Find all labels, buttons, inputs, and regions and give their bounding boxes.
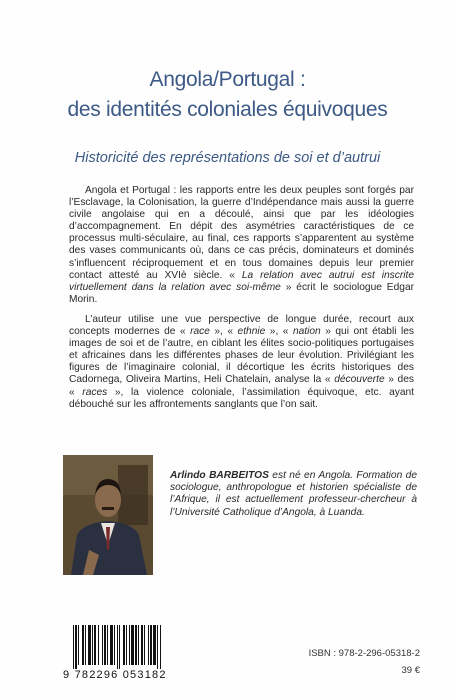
term-ethnie: ethnie	[237, 326, 266, 338]
term-race: race	[190, 326, 210, 338]
summary-text: L’auteur utilise une vue perspective de longue durée, recourt aux concepts modernes de «	[69, 314, 414, 338]
title-line-1: Angola/Portugal :	[149, 68, 306, 91]
book-title	[0, 65, 455, 125]
summary-text: » écrit le sociologue Edgar Morin.	[69, 281, 414, 305]
summary-text: » qui ont établi les images de soi et de l’autre, en ciblant les élites socio-politiques portugaises et africaines dans les différentes phases de leur évolution. Privilégiant les figures de l’imaginaire colonial, il décortique les écrits historiques des Cadornega, Oliveira Martins, Heli Chatelain, analyse la «	[69, 326, 415, 386]
morin-quote: La relation avec autrui est inscrite virtuellement dans la relation avec soi-même	[69, 269, 414, 293]
isbn-text: ISBN : 978-2-296-05318-2	[308, 648, 420, 659]
summary-text: Angola et Portugal : les rapports entre les deux peuples sont forgés par l’Esclavage, la Colonisation, la guerre d’Indépendance mais aussi la guerre civile angolaise qui en a découlé, ainsi que par les idéologies d’accompagnement. En dépit des asymétries caractéristiques de ce processus multi-séculaire, au final, ces rapports s’apparentent au système des vases communicants où, dans ce cas précis, dominateurs et dominés s’influencent réciproquement et en tous domaines depuis leur premier contact attesté au XVIè siècle. «	[69, 185, 414, 281]
title-line-2: des identités coloniales équivoques	[67, 98, 388, 121]
summary-text: », «	[265, 326, 293, 338]
summary-paragraph-2	[69, 314, 414, 411]
summary-text: », «	[209, 326, 238, 338]
term-nation: nation	[292, 326, 321, 338]
summary-paragraph-1	[69, 185, 414, 306]
author-name: Arlindo BARBEITOS	[170, 470, 269, 481]
price-text: 39 €	[401, 665, 420, 676]
barcode	[63, 625, 193, 683]
summary-text: » des «	[69, 374, 414, 398]
barcode-bars	[63, 625, 193, 669]
author-bio	[170, 470, 417, 519]
book-subtitle: Historicité des représentations de soi et d’autrui	[74, 150, 381, 166]
term-decouverte: découverte	[334, 374, 385, 386]
barcode-number: 9 782296 053182	[63, 669, 167, 681]
author-bio-text: est né en Angola. Formation de sociologue, anthropologue et historien spécialiste de l’Afrique, il est actuellement professeur-chercheur à l’Université Catholique d’Angola, à Luanda.	[170, 470, 417, 518]
summary-text: », la violence coloniale, l’assimilation équivoque, etc. ayant débouché sur les affrontements sanglants que l’on sait.	[69, 386, 414, 410]
author-photo	[63, 455, 153, 575]
term-races: races	[82, 386, 108, 398]
